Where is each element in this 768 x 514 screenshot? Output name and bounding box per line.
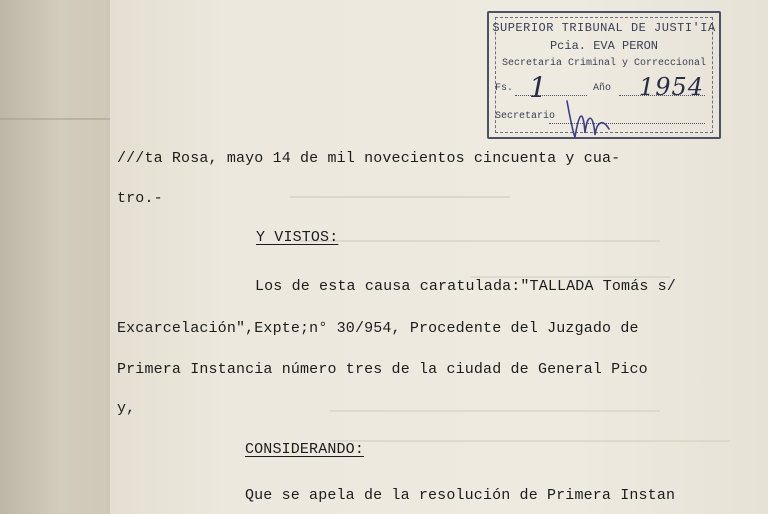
body-line-4: Los de esta causa caratulada:"TALLADA Tomás s/ [255, 278, 676, 295]
paper-fold [0, 118, 110, 120]
stamp-folio-label: Fs. [495, 83, 514, 94]
bleed-through-mark [290, 196, 510, 198]
stamp-secretary-label: Secretario [495, 111, 556, 122]
body-line-2: tro.- [117, 190, 163, 207]
stamp-year-handwritten: 1954 [639, 73, 705, 101]
stamp-secretariat: Secretaria Criminal y Correccional [501, 58, 707, 69]
stamp-province: Pcia. EVA PERON [549, 39, 659, 53]
body-line-7: y, [117, 400, 136, 417]
body-line-9: Que se apela de la resolución de Primera Instan [245, 487, 676, 504]
bleed-through-mark [330, 440, 730, 442]
signature-scribble [559, 93, 619, 143]
stamp-court-name: SUPERIOR TRIBUNAL DE JUSTI'IA [492, 21, 716, 35]
bleed-through-mark [300, 240, 660, 242]
body-line-1: ///ta Rosa, mayo 14 de mil novecientos cincuenta y cua- [117, 150, 621, 167]
body-line-5: Excarcelación",Expte;n° 30/954, Procedente del Juzgado de [117, 320, 639, 337]
page-left-margin [0, 0, 111, 514]
heading-y-vistos: Y VISTOS: [256, 229, 339, 246]
heading-considerando: CONSIDERANDO: [245, 441, 364, 458]
bleed-through-mark [330, 410, 660, 412]
body-line-6: Primera Instancia número tres de la ciudad de General Pico [117, 361, 648, 378]
court-stamp [487, 11, 721, 139]
stamp-year-label: Año [593, 83, 612, 94]
stamp-folio-handwritten: 1 [529, 71, 547, 104]
